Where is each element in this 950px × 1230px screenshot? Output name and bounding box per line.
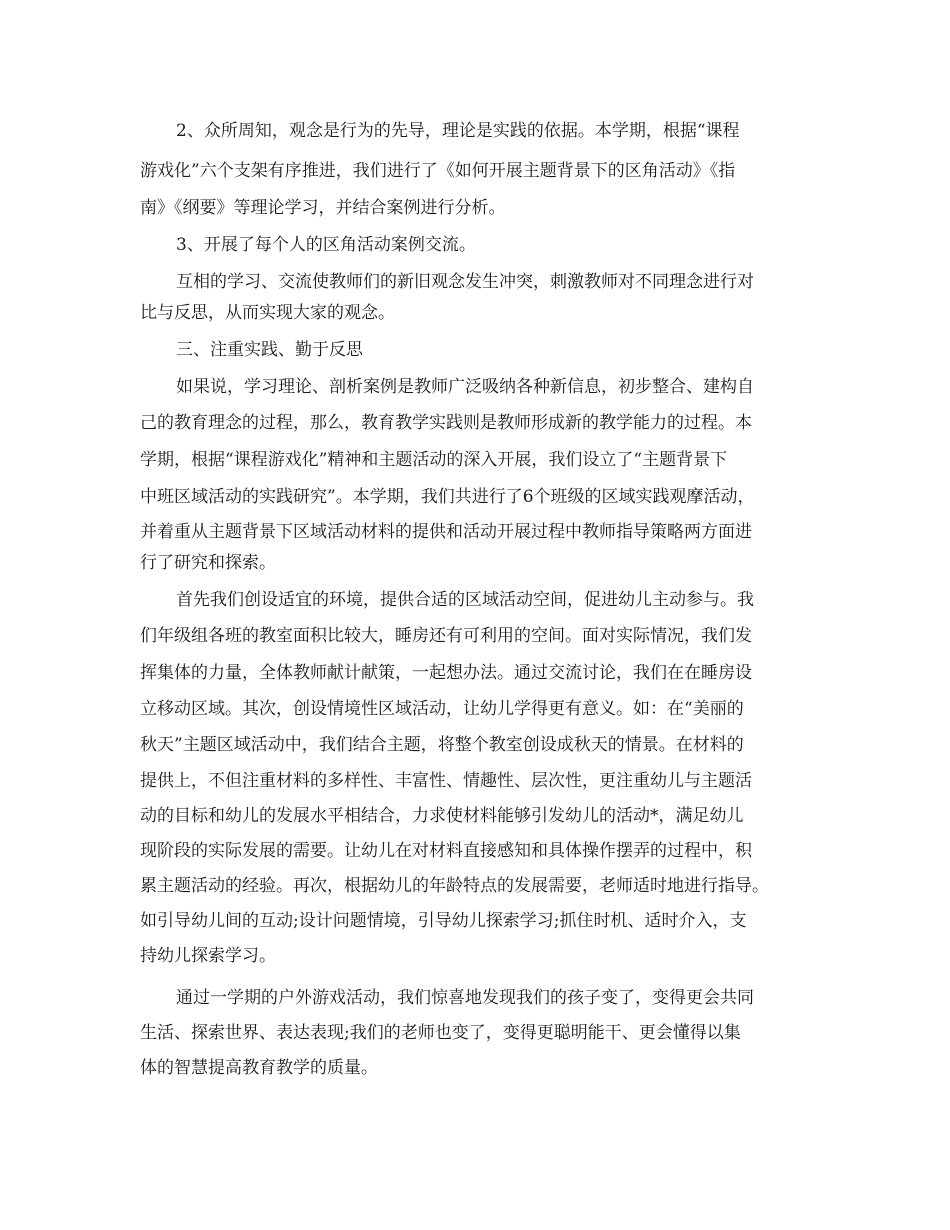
text-line: 秋天”主题区域活动中，我们结合主题，将整个教室创设成秋天的情景。在材料的 — [140, 735, 744, 755]
text-line: 提供上，不但注重材料的多样性、丰富性、情趣性、层次性，更注重幼儿与主题活 — [140, 771, 752, 791]
text-line: 挥集体的力量，全体教师献计献策，一起想办法。通过交流讨论，我们在在睡房设 — [140, 663, 752, 683]
text-line: 们年级组各班的教室面积比较大，睡房还有可利用的空间。面对实际情况，我们发 — [140, 626, 752, 646]
text-line: 互相的学习、交流使教师们的新旧观念发生冲突，刺激教师对不同理念进行对 — [176, 272, 754, 292]
section-heading: 三、注重实践、勤于反思 — [176, 340, 363, 360]
text-line: 通过一学期的户外游戏活动，我们惊喜地发现我们的孩子变了，变得更会共同 — [176, 988, 754, 1008]
text-line: 行了研究和探索。 — [140, 553, 276, 573]
text-line: 体的智慧提高教育教学的质量。 — [140, 1058, 378, 1078]
text-line: 中班区域活动的实践研究”。本学期，我们共进行了6个班级的区域实践观摩活动， — [140, 487, 755, 507]
text-line: 生活、探索世界、表达表现;我们的老师也变了，变得更聪明能干、更会懂得以集 — [140, 1023, 741, 1043]
text-line: 2、众所周知，观念是行为的先导，理论是实践的依据。本学期，根据“课程 — [176, 121, 740, 141]
text-line: 动的目标和幼儿的发展水平相结合，力求使材料能够引发幼儿的活动*，满足幼儿 — [140, 806, 744, 826]
text-line: 首先我们创设适宜的环境，提供合适的区域活动空间，促进幼儿主动参与。我 — [176, 590, 754, 610]
text-line: 立移动区域。其次，创设情境性区域活动，让幼儿学得更有意义。如：在“美丽的 — [140, 699, 744, 719]
text-line: 己的教育理念的过程，那么，教育教学实践则是教师形成新的教学能力的过程。本 — [140, 413, 752, 433]
text-line: 如引导幼儿间的互动;设计问题情境，引导幼儿探索学习;抓住时机、适时介入，支 — [140, 911, 747, 931]
text-line: 游戏化”六个支架有序推进，我们进行了《如何开展主题背景下的区角活动》《指 — [140, 161, 736, 181]
text-line: 持幼儿探索学习。 — [140, 946, 276, 966]
text-line: 比与反思，从而实现大家的观念。 — [140, 303, 395, 323]
text-line: 3、开展了每个人的区角活动案例交流。 — [176, 235, 476, 255]
text-line: 现阶段的实际发展的需要。让幼儿在对材料直接感知和具体操作摆弄的过程中，积 — [140, 841, 752, 861]
text-line: 如果说，学习理论、剖析案例是教师广泛吸纳各种新信息，初步整合、建构自 — [176, 377, 754, 397]
text-line: 南》《纲要》等理论学习，并结合案例进行分析。 — [140, 198, 506, 218]
text-line: 并着重从主题背景下区域活动材料的提供和活动开展过程中教师指导策略两方面进 — [140, 522, 752, 542]
text-line: 累主题活动的经验。再次，根据幼儿的年龄特点的发展需要，老师适时地进行指导。 — [140, 876, 769, 896]
text-line: 学期，根据“课程游戏化”精神和主题活动的深入开展，我们设立了“主题背景下 — [140, 450, 728, 470]
